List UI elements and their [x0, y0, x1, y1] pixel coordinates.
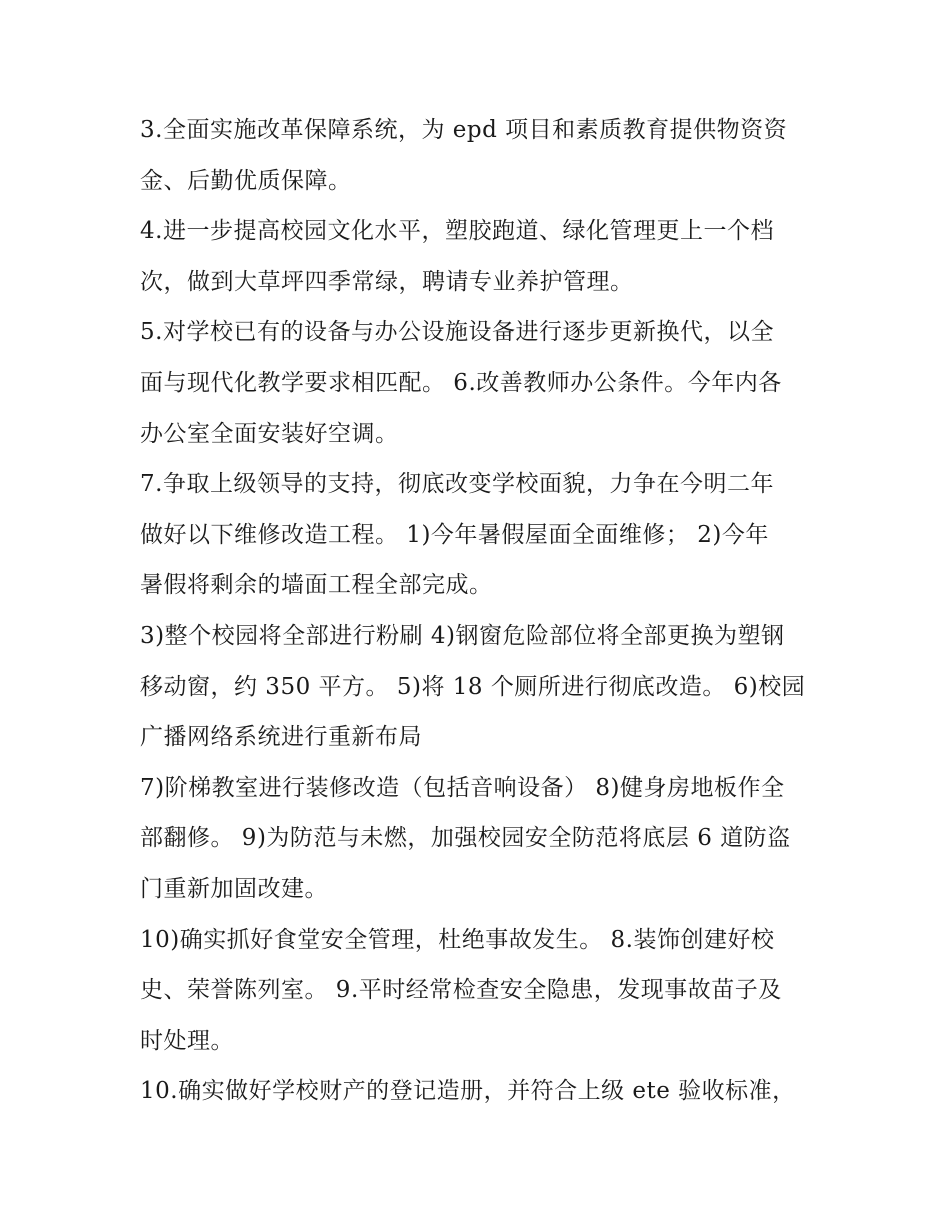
text-line: 10.确实做好学校财产的登记造册，并符合上级 ete 验收标准， [140, 1078, 796, 1105]
text-line: 门重新加固改建。 [140, 875, 328, 902]
text-line: 暑假将剩余的墙面工程全部完成。 [140, 572, 493, 599]
text-line: 做好以下维修改造工程。 1)今年暑假屋面全面维修； 2)今年 [140, 521, 769, 548]
text-line: 部翻修。 9)为防范与未燃，加强校园安全防范将底层 6 道防盗 [140, 825, 791, 852]
text-line: 3)整个校园将全部进行粉刷 4)钢窗危险部位将全部更换为塑钢 [140, 622, 785, 649]
text-line: 5.对学校已有的设备与办公设施设备进行逐步更新换代，以全 [140, 319, 774, 346]
text-line: 时处理。 [140, 1027, 234, 1054]
text-line: 办公室全面安装好空调。 [140, 420, 399, 447]
text-line: 面与现代化教学要求相匹配。 6.改善教师办公条件。今年内各 [140, 369, 782, 396]
text-line: 史、荣誉陈列室。 9.平时经常检查安全隐患，发现事故苗子及 [140, 977, 782, 1004]
text-line: 次，做到大草坪四季常绿，聘请专业养护管理。 [140, 268, 634, 295]
text-line: 3.全面实施改革保障系统，为 epd 项目和素质教育提供物资资 [140, 117, 788, 143]
text-line: 10)确实抓好食堂安全管理，杜绝事故发生。 8.装饰创建好校 [140, 926, 775, 953]
text-line: 7.争取上级领导的支持，彻底改变学校面貌，力争在今明二年 [140, 471, 774, 498]
text-line: 广播网络系统进行重新布局 [140, 724, 422, 751]
text-line: 7)阶梯教室进行装修改造（包括音响设备） 8)健身房地板作全 [140, 774, 785, 801]
document-body [140, 105, 820, 1117]
text-line: 4.进一步提高校园文化水平，塑胶跑道、绿化管理更上一个档 [140, 218, 774, 245]
text-line: 移动窗，约 350 平方。 5)将 18 个厕所进行彻底改造。 6)校园 [140, 673, 806, 700]
text-line: 金、后勤优质保障。 [140, 167, 352, 194]
